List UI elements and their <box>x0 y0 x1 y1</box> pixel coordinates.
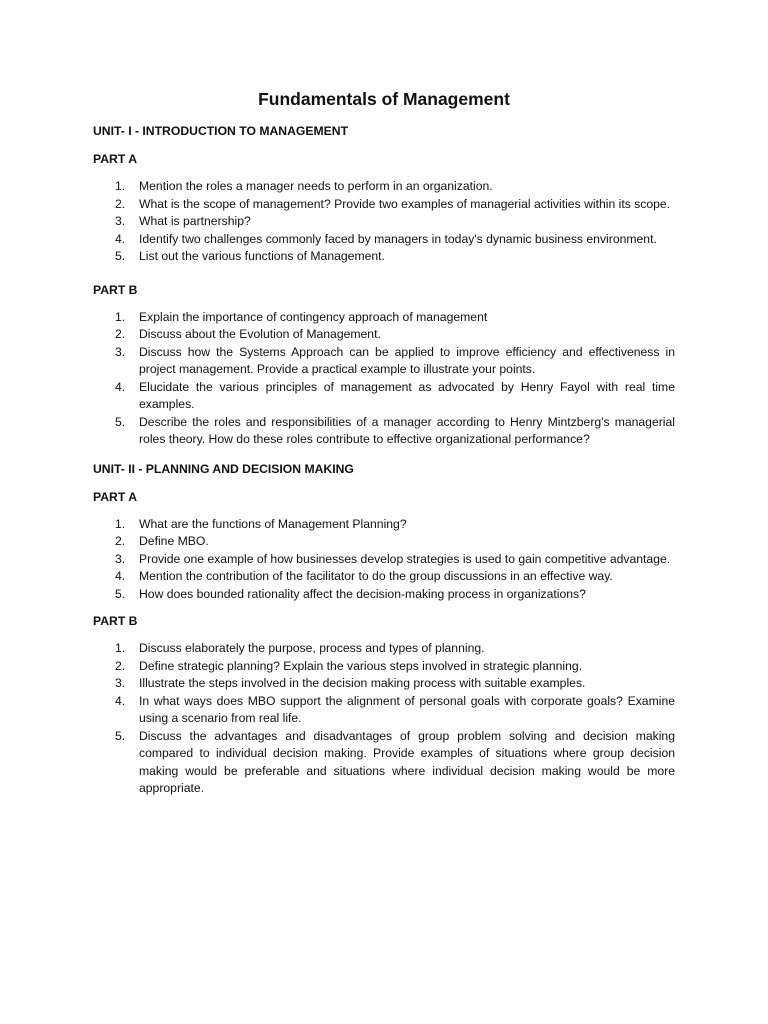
unit-section <box>93 461 675 798</box>
question-list <box>93 309 675 449</box>
item-number: 3. <box>115 551 126 566</box>
item-number: 3. <box>115 676 126 690</box>
item-number: 3. <box>115 344 126 359</box>
question-list <box>93 178 675 266</box>
list-item <box>93 213 675 231</box>
list-item <box>93 640 675 658</box>
unit-heading: UNIT- II - PLANNING AND DECISION MAKING <box>93 461 354 476</box>
list-item <box>93 551 675 569</box>
item-text: Elucidate the various principles of management as advocated by Henry Fayol with real time examples. <box>139 379 675 411</box>
part-section <box>93 151 675 266</box>
item-text: Provide one example of how businesses develop strategies is used to gain competitive advantage. <box>139 551 671 566</box>
list-item <box>93 693 675 728</box>
item-number: 2. <box>115 196 126 211</box>
item-number: 5. <box>115 586 126 601</box>
list-item <box>93 533 675 551</box>
question-list <box>93 516 675 604</box>
list-item <box>93 516 675 534</box>
part-heading: PART B <box>93 614 138 628</box>
item-number: 3. <box>115 214 126 228</box>
item-text: Describe the roles and responsibilities of a manager according to Henry Mintzberg's managerial roles theory. How do these roles contribute to effective organizational performance? <box>139 414 675 446</box>
item-text: Mention the roles a manager needs to perform in an organization. <box>139 179 493 193</box>
page-title: Fundamentals of Management <box>258 89 510 109</box>
item-number: 5. <box>115 728 126 743</box>
item-text: Define strategic planning? Explain the various steps involved in strategic planning. <box>139 658 583 673</box>
list-item <box>93 675 675 693</box>
list-item <box>93 196 675 214</box>
item-text: Discuss how the Systems Approach can be applied to improve efficiency and effectiveness in project management. Provide a practical example to illustrate your points. <box>139 344 675 376</box>
part-section <box>93 489 675 604</box>
item-number: 5. <box>115 414 126 429</box>
part-heading: PART B <box>93 282 138 297</box>
item-number: 2. <box>115 327 126 341</box>
item-text: Illustrate the steps involved in the decision making process with suitable examples. <box>139 676 586 690</box>
item-text: How does bounded rationality affect the decision-making process in organizations? <box>139 586 586 601</box>
item-number: 1. <box>115 516 126 531</box>
part-heading: PART A <box>93 152 138 166</box>
item-number: 4. <box>115 569 126 583</box>
list-item <box>93 586 675 604</box>
list-item <box>93 231 675 249</box>
item-text: Discuss elaborately the purpose, process and types of planning. <box>139 641 485 655</box>
question-list <box>93 640 675 798</box>
item-text: In what ways does MBO support the alignment of personal goals with corporate goals? Examine using a scenario from real life. <box>139 693 675 725</box>
list-item <box>93 379 675 414</box>
item-number: 5. <box>115 249 126 263</box>
list-item <box>93 344 675 379</box>
item-text: Mention the contribution of the facilitator to do the group discussions in an effective way. <box>139 569 613 583</box>
item-text: Identify two challenges commonly faced by managers in today's dynamic business environment. <box>139 231 657 246</box>
list-item <box>93 658 675 676</box>
item-text: Discuss the advantages and disadvantages of group problem solving and decision making compared to individual decision making. Provide examples of situations where group decision making would be preferable and situations where individual decision making would be more appropriate. <box>139 728 675 795</box>
list-item <box>93 568 675 586</box>
part-section <box>93 282 675 449</box>
list-item <box>93 248 675 266</box>
item-number: 4. <box>115 693 126 708</box>
item-text: What is the scope of management? Provide two examples of managerial activities within its scope. <box>139 196 671 211</box>
item-number: 1. <box>115 641 126 655</box>
item-number: 1. <box>115 309 126 324</box>
item-text: List out the various functions of Management. <box>139 249 385 263</box>
item-text: Define MBO. <box>139 534 209 548</box>
item-number: 1. <box>115 179 126 193</box>
part-section <box>93 613 675 798</box>
item-text: What is partnership? <box>139 214 251 228</box>
item-number: 2. <box>115 658 126 673</box>
list-item <box>93 414 675 449</box>
item-number: 4. <box>115 379 126 394</box>
part-heading: PART A <box>93 489 138 504</box>
list-item <box>93 309 675 327</box>
list-item <box>93 326 675 344</box>
unit-heading: UNIT- I - INTRODUCTION TO MANAGEMENT <box>93 124 349 138</box>
list-item <box>93 178 675 196</box>
list-item <box>93 728 675 798</box>
unit-section <box>93 123 675 461</box>
item-text: Discuss about the Evolution of Management. <box>139 327 381 341</box>
item-text: What are the functions of Management Planning? <box>139 516 407 531</box>
item-number: 2. <box>115 534 126 548</box>
item-text: Explain the importance of contingency approach of management <box>139 309 488 324</box>
item-number: 4. <box>115 231 126 246</box>
